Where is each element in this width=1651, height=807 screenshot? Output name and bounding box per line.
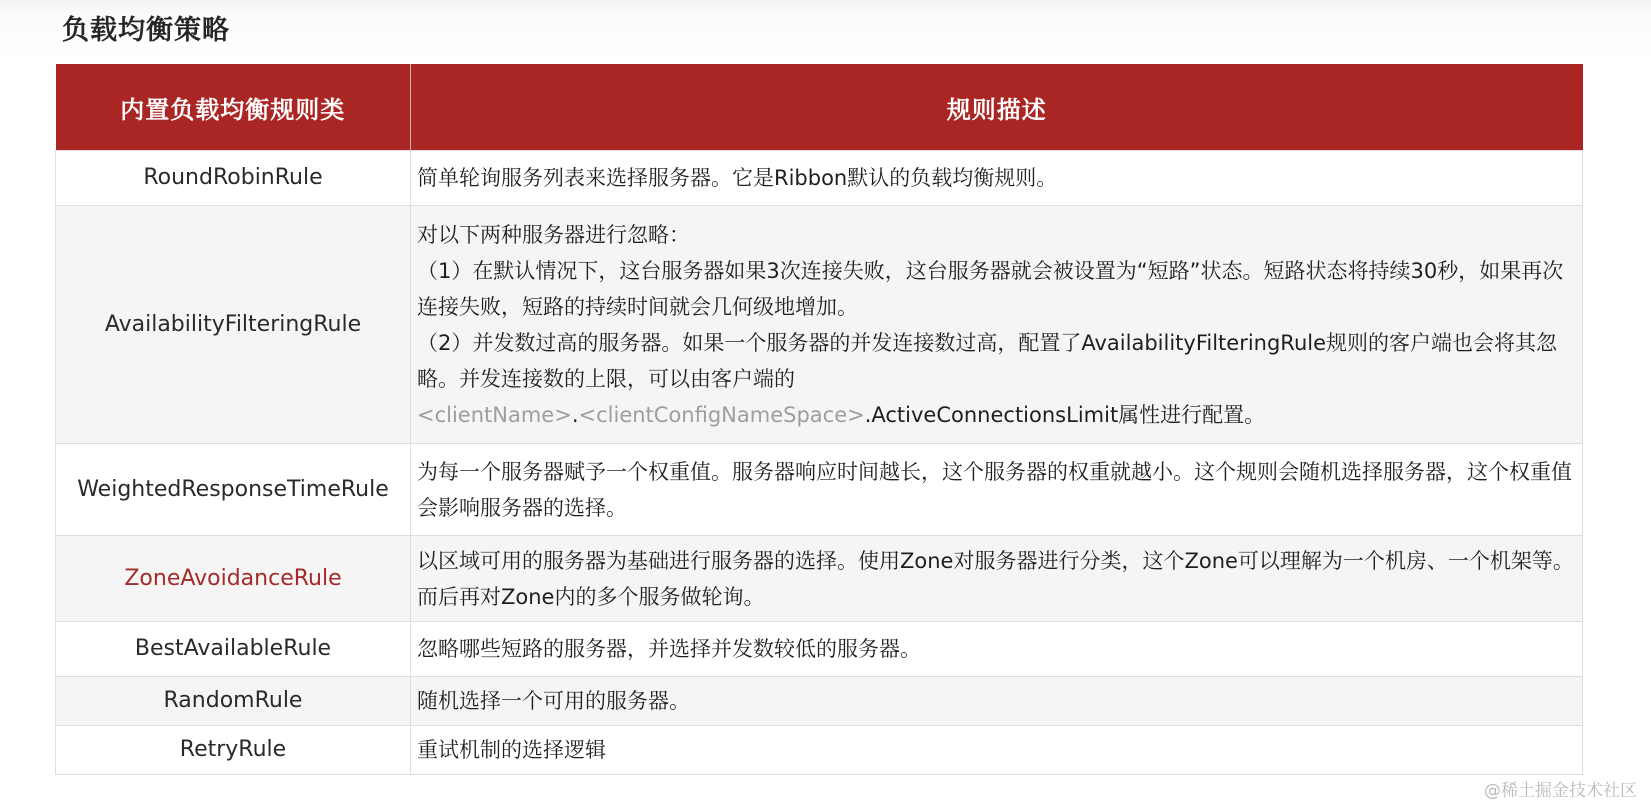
rule-description: 重试机制的选择逻辑 [411,726,1583,775]
rule-name: RandomRule [56,677,411,726]
rule-description: 以区域可用的服务器为基础进行服务器的选择。使用Zone对服务器进行分类，这个Zone可以理解为一个机房、一个机架等。而后再对Zone内的多个服务做轮询。 [411,536,1583,622]
column-header-rule-description: 规则描述 [411,64,1583,151]
rule-name-highlighted: ZoneAvoidanceRule [56,536,411,622]
rule-description: 为每一个服务器赋予一个权重值。服务器响应时间越长，这个服务器的权重就越小。这个规则会随机选择服务器，这个权重值会影响服务器的选择。 [411,444,1583,536]
table-row [56,726,1583,775]
rules-table [55,64,1583,775]
rule-description: 简单轮询服务列表来选择服务器。它是Ribbon默认的负载均衡规则。 [411,151,1583,206]
rule-name: RoundRobinRule [56,151,411,206]
column-header-rule-class: 内置负载均衡规则类 [56,64,411,151]
rule-description: 随机选择一个可用的服务器。 [411,677,1583,726]
page-title: 负载均衡策略 [62,15,230,46]
description-line: （1）在默认情况下，这台服务器如果3次连接失败，这台服务器就会被设置为“短路”状态。短路状态将持续30秒，如果再次连接失败，短路的持续时间就会几何级地增加。 [417,258,1564,319]
table-row [56,206,1583,444]
rule-name: BestAvailableRule [56,622,411,677]
table-row [56,151,1583,206]
config-property-text: .ActiveConnectionsLimit属性进行配置。 [864,402,1266,427]
table-row [56,622,1583,677]
config-property-line [417,397,1576,433]
rule-name: AvailabilityFilteringRule [56,206,411,444]
rule-name: WeightedResponseTimeRule [56,444,411,536]
rule-name: RetryRule [56,726,411,775]
rule-description: 忽略哪些短路的服务器，并选择并发数较低的服务器。 [411,622,1583,677]
rule-description [411,206,1583,444]
table-row [56,536,1583,622]
description-line: 对以下两种服务器进行忽略： [417,222,690,247]
description-line: （2）并发数过高的服务器。如果一个服务器的并发连接数过高，配置了AvailabilityFilteringRule规则的客户端也会将其忽略。并发连接数的上限，可以由客户端的 [417,330,1558,391]
separator-dot: . [571,402,579,427]
table-row [56,677,1583,726]
client-config-namespace-placeholder: <clientConfigNameSpace> [578,402,865,427]
table-row [56,444,1583,536]
site-watermark: @稀土掘金技术社区 [1484,781,1637,801]
client-name-placeholder: <clientName> [417,402,572,427]
table-header-row [56,64,1583,151]
